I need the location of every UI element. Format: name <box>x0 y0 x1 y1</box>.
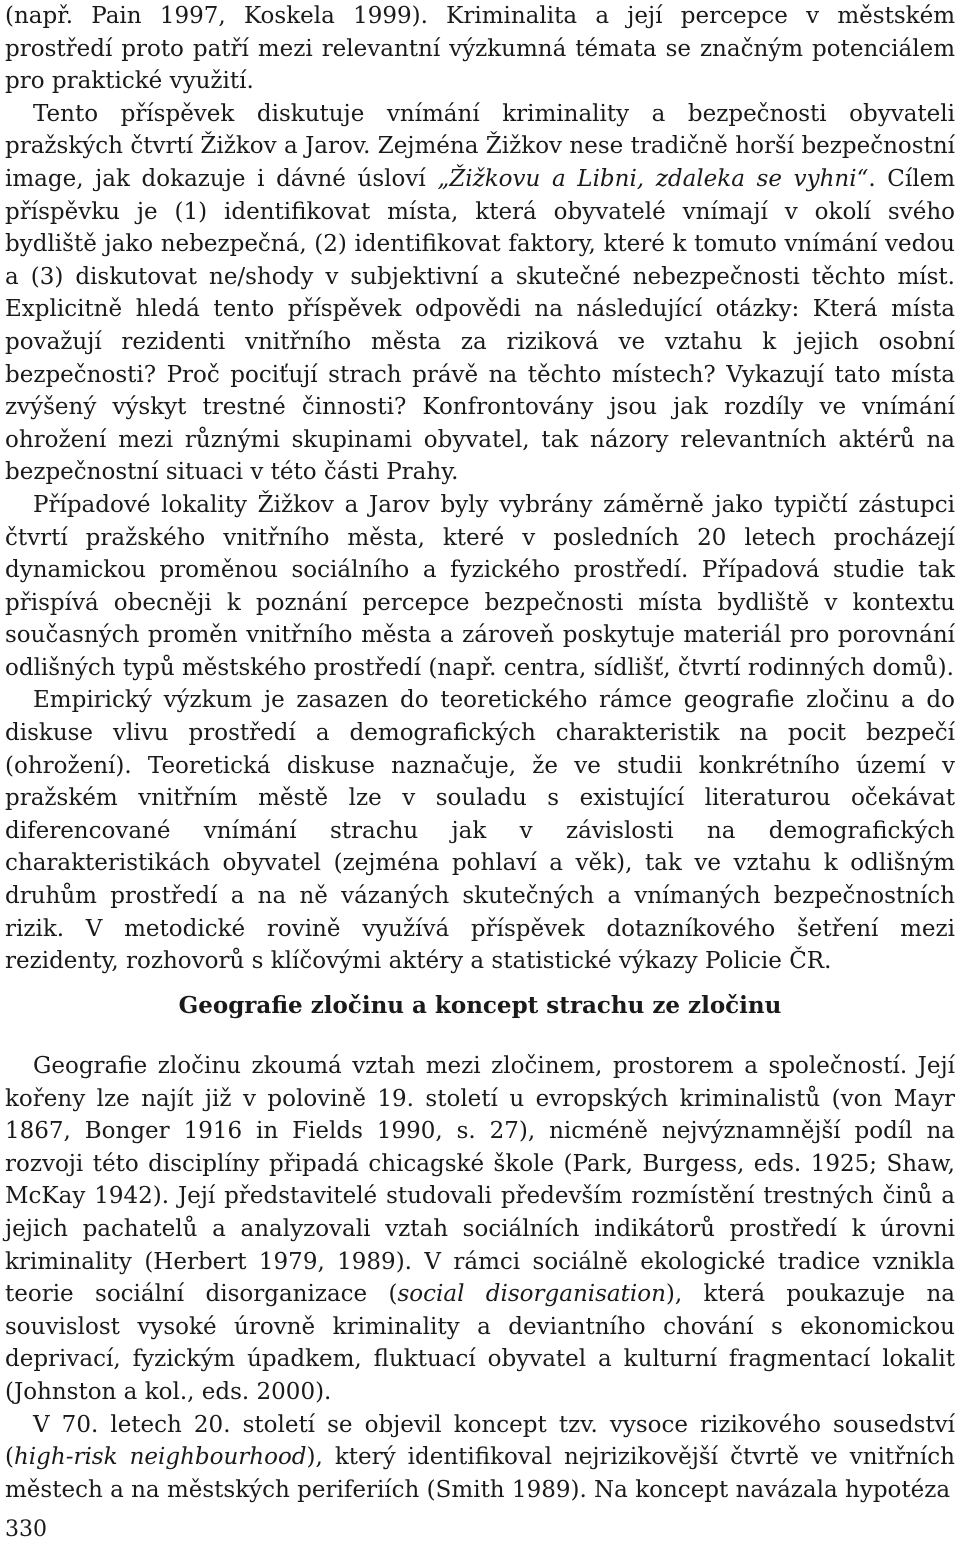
paragraph-hr-start: V 70. letech 20. století se objevil koncept tzv. vysoce rizikového sousedství ( <box>5 1411 955 1471</box>
paragraph-aims <box>5 98 955 489</box>
paragraph-high-risk <box>5 1409 955 1507</box>
paragraph-continuation: (např. Pain 1997, Koskela 1999). Kriminalita a její percepce v městském prostředí proto patří mezi relevantní výzkumná témata se značným potenciálem pro praktické využití. <box>5 3 955 95</box>
term-high-risk-neighbourhood: high-risk neighbourhood <box>13 1444 307 1471</box>
paragraph-empirical: Empirický výzkum je zasazen do teoretického rámce geografie zločinu a do diskuse vlivu prostředí a demografických charakteristik na pocit bezpečí (ohrožení). Teoretická diskuse naznačuje, že ve studii konkrétního území v pražském vnitřním městě lze v souladu s existující literaturou očekávat diferencované vnímání strachu jak v závislosti na demografických charakteristikách obyvatel (zejména pohlaví a věk), tak ve vztahu k odlišným druhům prostředí a na ně vázaných skutečných a vnímaných bezpečnostních rizik. V metodické rovině využívá příspěvek dotazníkového šetření mezi rezidenty, rozhovorů s klíčovými aktéry a statistické výkazy Policie ČR. <box>5 687 955 975</box>
paragraph-hr-end: ), který identifikoval nejrizikovější čtvrtě ve vnitřních městech a na městských periferiích (Smith 1989). Na koncept navázala hypotéza <box>5 1444 955 1503</box>
section-heading-block <box>5 990 955 1022</box>
paragraph-geo-end: ), která poukazuje na souvislost vysoké úrovně kriminality a deviantního chování s ekonomickou deprivací, fyzickým úpadkem, fluktuací obyvatel a kulturní fragmentací lokalit (Johnston a kol., eds. 2000). <box>5 1281 955 1405</box>
paragraph-aims-start: Tento příspěvek diskutuje vnímání kriminality a bezpečnosti obyvateli pražských čtvrtí Žižkov a Jarov. Zejména Žižkov nese tradičně horší bezpečnostní image, jak dokazuje i dávné úsloví <box>5 100 955 192</box>
paragraph-geography-of-crime <box>5 1050 955 1409</box>
saying-quote: „Žižkovu a Libni, zdaleka se vyhni“ <box>437 165 869 192</box>
page-number: 330 <box>5 1517 47 1542</box>
paragraph-aims-rest: . Cílem příspěvku je (1) identifikovat místa, která obyvatelé vnímají v okolí svého bydliště jako nebezpečná, (2) identifikovat faktory, které k tomuto vnímání vedou a (3) diskutovat ne/shody v subjektivní a skutečné nebezpečnosti těchto míst. Explicitně hledá tento příspěvek odpovědi na následující otázky: Která místa považují rezidenti vnitřního města za riziková ve vztahu k jejich osobní bezpečnosti? Proč pociťují strach právě na těchto místech? Vykazují tato místa zvýšený výskyt trestné činnosti? Konfrontovány jsou jak rozdíly ve vnímání ohrožení mezi různými skupinami obyvatel, tak názory relevantních aktérů na bezpečnostní situaci v této části Prahy. <box>5 165 955 486</box>
section-text <box>5 1050 955 1506</box>
intro-text <box>5 0 955 978</box>
section-heading: Geografie zločinu a koncept strachu ze zločinu <box>178 992 782 1019</box>
term-social-disorganisation: social disorganisation <box>397 1281 666 1308</box>
paragraph-case-study: Případové lokality Žižkov a Jarov byly vybrány záměrně jako typičtí zástupci čtvrtí pražského vnitřního města, které v posledních 20 letech procházejí dynamickou proměnou sociálního a fyzického prostředí. Případová studie tak přispívá obecněji k poznání percepce bezpečnosti místa bydliště v kontextu současných proměn vnitřního města a zároveň poskytuje materiál pro porovnání odlišných typů městského prostředí (např. centra, sídlišť, čtvrtí rodinných domů). <box>5 491 955 681</box>
paragraph-geo-start: Geografie zločinu zkoumá vztah mezi zločinem, prostorem a společností. Její kořeny lze najít již v polovině 19. století u evropských kriminalistů (von Mayr 1867, Bonger 1916 in Fields 1990, s. 27), nicméně nejvýznamnější podíl na rozvoji této disciplíny připadá chicagské škole (Park, Burgess, eds. 1925; Shaw, McKay 1942). Její představitelé studovali především rozmístění trestných činů a jejich pachatelů a analyzovali vztah sociálních indikátorů prostředí k úrovni kriminality (Herbert 1979, 1989). V rámci sociálně ekologické tradice vznikla teorie sociální disorganizace ( <box>5 1053 955 1308</box>
